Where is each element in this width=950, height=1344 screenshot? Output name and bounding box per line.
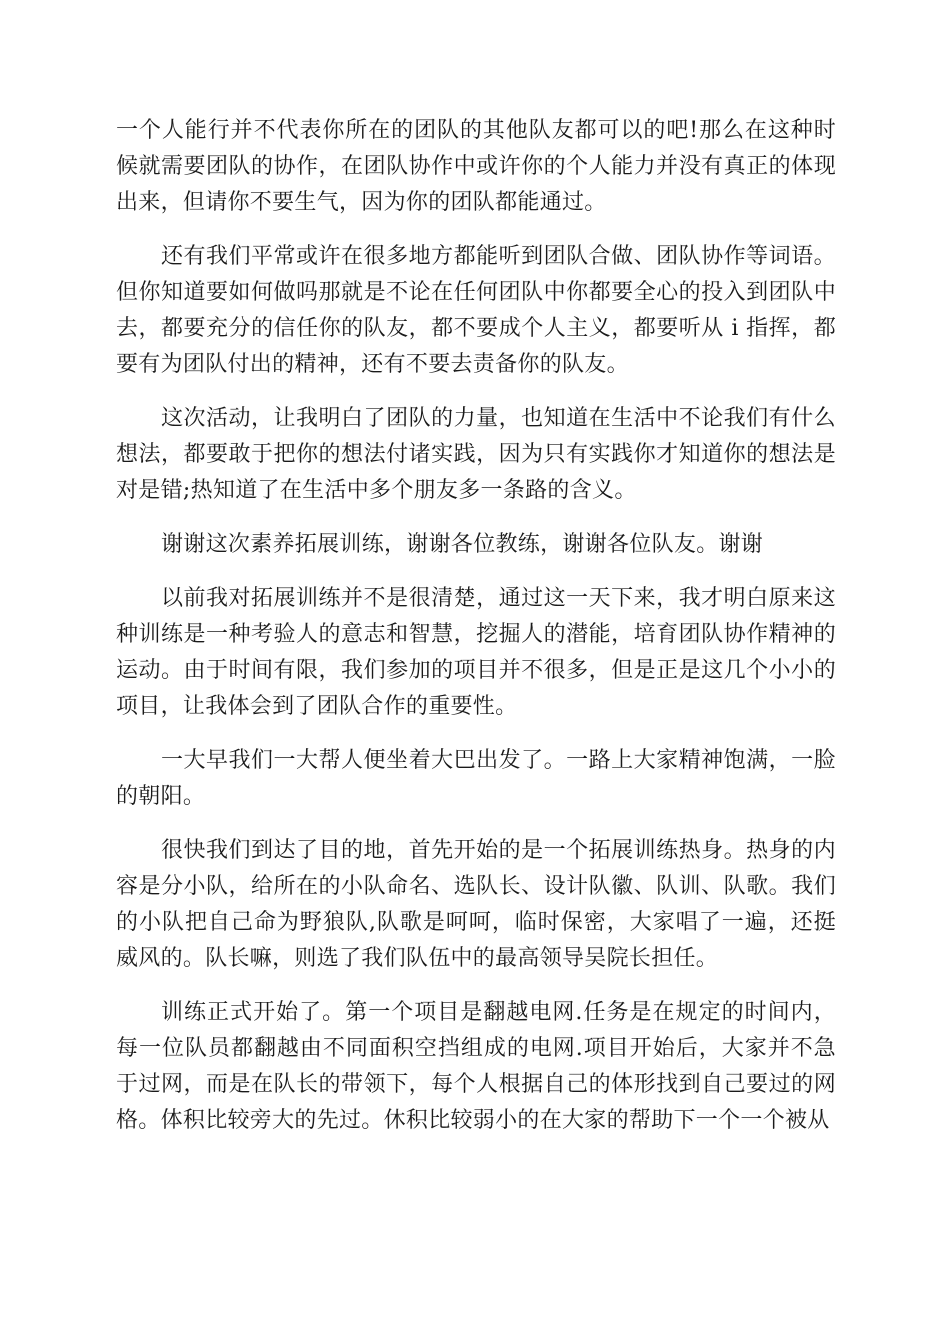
paragraph: 一个人能行并不代表你所在的团队的其他队友都可以的吧!那么在这种时候就需要团队的协作，在团队协作中或许你的个人能力并没有真正的体现出来，但请你不要生气，因为你的团队都能通过。 — [116, 118, 836, 215]
paragraph: 还有我们平常或许在很多地方都能听到团队合做、团队协作等词语。但你知道要如何做吗那就是不论在任何团队中你都要全心的投入到团队中去，都要充分的信任你的队友，都不要成个人主义，都要听从 i 指挥，都要有为团队付出的精神，还有不要去责备你的队友。 — [116, 244, 836, 377]
paragraph: 以前我对拓展训练并不是很清楚，通过这一天下来，我才明白原来这种训练是一种考验人的意志和智慧，挖掘人的潜能，培育团队协作精神的运动。由于时间有限，我们参加的项目并不很多，但是正是这几个小小的项目，让我体会到了团队合作的重要性。 — [116, 586, 836, 719]
paragraph: 这次活动，让我明白了团队的力量，也知道在生活中不论我们有什么想法，都要敢于把你的想法付诸实践，因为只有实践你才知道你的想法是对是错;热知道了在生活中多个朋友多一条路的含义。 — [116, 406, 836, 503]
paragraph: 很快我们到达了目的地，首先开始的是一个拓展训练热身。热身的内容是分小队，给所在的小队命名、选队长、设计队徽、队训、队歌。我们的小队把自己命为野狼队,队歌是呵呵，临时保密，大家唱了一遍，还挺威风的。队长嘛，则选了我们队伍中的最高领导吴院长担任。 — [116, 838, 836, 971]
paragraph: 训练正式开始了。第一个项目是翻越电网.任务是在规定的时间内，每一位队员都翻越由不同面积空挡组成的电网.项目开始后，大家并不急于过网，而是在队长的带领下，每个人根据自己的体形找到自己要过的网格。体积比较旁大的先过。休积比较弱小的在大家的帮助下一个一个被从 — [116, 1000, 836, 1133]
paragraph: 一大早我们一大帮人便坐着大巴出发了。一路上大家精神饱满，一脸的朝阳。 — [116, 748, 836, 809]
document-body — [116, 113, 836, 1157]
paragraph: 谢谢这次素养拓展训练，谢谢各位教练，谢谢各位队友。谢谢 — [161, 532, 764, 557]
